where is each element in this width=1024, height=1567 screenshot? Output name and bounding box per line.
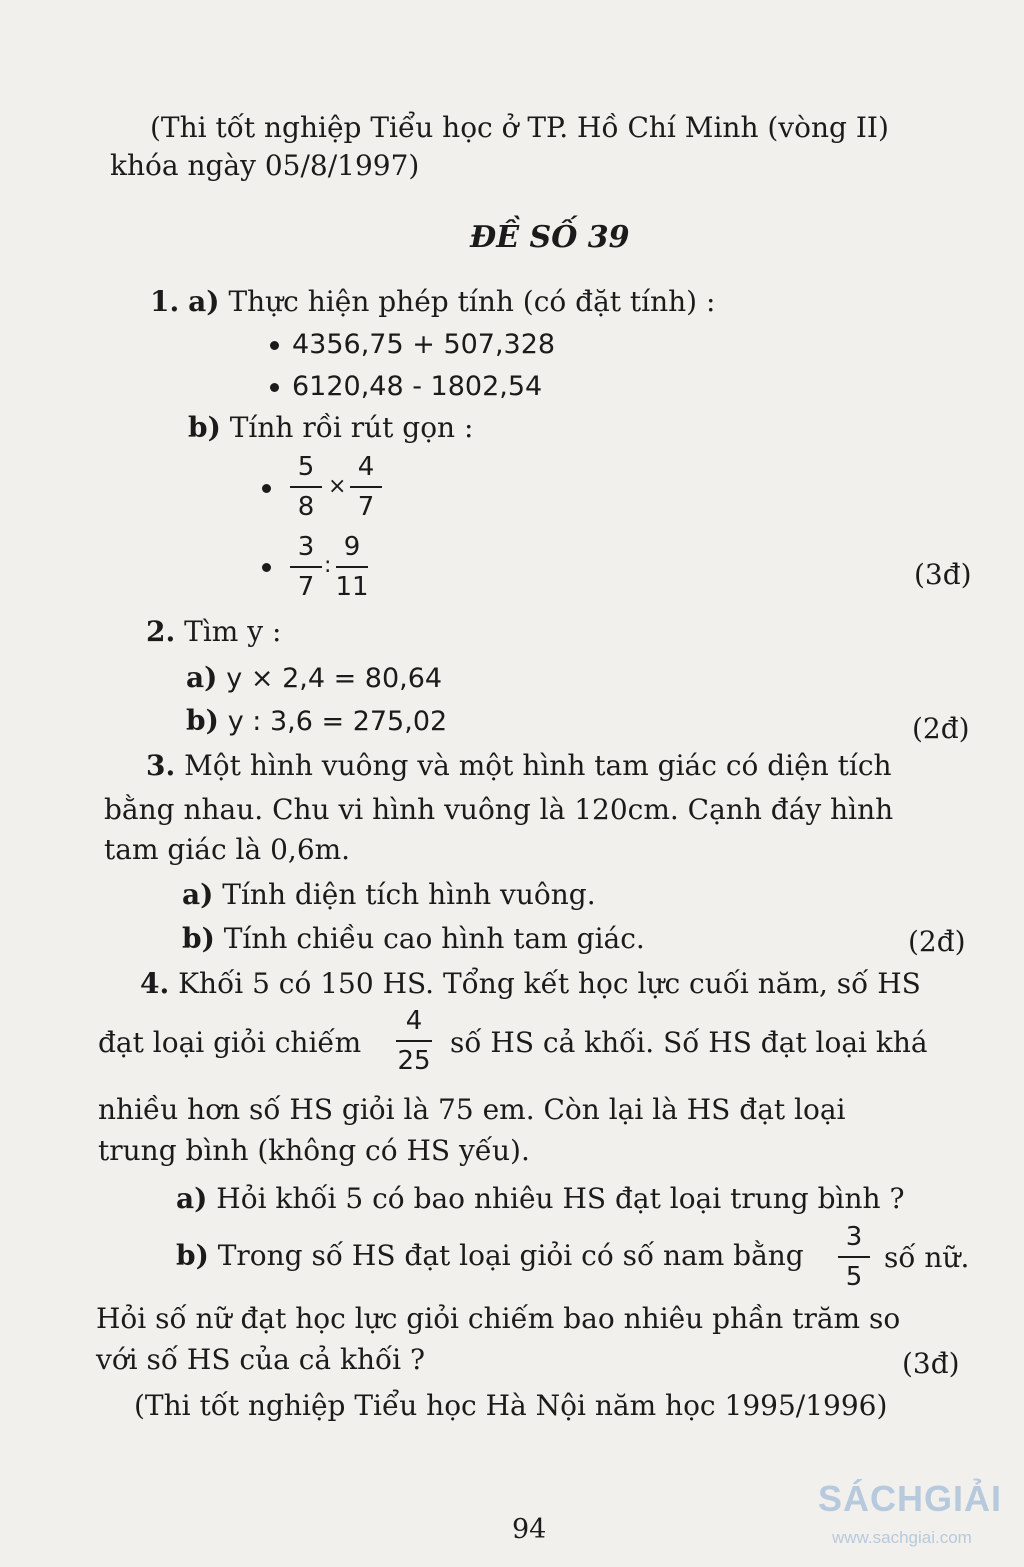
- watermark-url: www.sachgiai.com: [832, 1528, 972, 1547]
- q3-a-line: [182, 877, 596, 913]
- bullet-icon: [262, 563, 271, 572]
- q4-label: 4.: [140, 967, 170, 1000]
- q4-b-text: Trong số HS đạt loại giỏi có số nam bằng: [217, 1239, 804, 1272]
- q4-points: (3đ): [902, 1347, 960, 1380]
- q3-line-1: [146, 748, 892, 784]
- q1-b-text: Tính rồi rút gọn :: [229, 411, 474, 444]
- q4-b-line: [176, 1238, 804, 1274]
- q1-b-label: b): [188, 411, 221, 444]
- q1-a-text: Thực hiện phép tính (có đặt tính) :: [228, 285, 716, 318]
- q4-a-line: [176, 1181, 904, 1217]
- fraction-4-7: 4 7: [346, 450, 386, 524]
- q4-line-1: [140, 966, 921, 1002]
- bullet-icon: [262, 484, 271, 493]
- q1-label: 1.: [150, 285, 180, 318]
- q4-line-1-text: Khối 5 có 150 HS. Tổng kết học lực cuối năm, số HS: [178, 967, 921, 1000]
- watermark-logo: [818, 1478, 1018, 1558]
- q4-line-6: với số HS của cả khối ?: [96, 1343, 426, 1376]
- q3-line-3: tam giác là 0,6m.: [104, 833, 351, 866]
- page-title: ĐỀ SỐ 39: [470, 220, 630, 255]
- page-number: 94: [512, 1514, 547, 1545]
- q3-b-text: Tính chiều cao hình tam giác.: [223, 922, 645, 955]
- source-note: (Thi tốt nghiệp Tiểu học Hà Nội năm học 1995/1996): [134, 1389, 888, 1422]
- fraction-9-11: 9 11: [335, 532, 369, 602]
- q2-a-label: a): [186, 661, 218, 694]
- q2-b-text: y : 3,6 = 275,02: [227, 706, 448, 737]
- q4-line-5: Hỏi số nữ đạt học lực giỏi chiếm bao nhiêu phần trăm so: [96, 1302, 901, 1335]
- q4-line-2a: đạt loại giỏi chiếm: [98, 1026, 362, 1059]
- q2-line: [146, 614, 281, 650]
- q2-a-line: [186, 660, 442, 697]
- watermark-brand: SÁCHGIẢI: [818, 1478, 1003, 1519]
- q4-line-2b: số HS cả khối. Số HS đạt loại khá: [450, 1026, 928, 1059]
- q3-label: 3.: [146, 749, 176, 782]
- q1-a-label: a): [188, 285, 220, 318]
- fraction-5-8: 5 8: [286, 450, 326, 524]
- q3-points: (2đ): [908, 925, 966, 958]
- q2-points: (2đ): [912, 712, 970, 745]
- q4-b-text-2: số nữ.: [884, 1241, 970, 1274]
- q1-points: (3đ): [914, 558, 972, 591]
- q2-text: Tìm y :: [184, 615, 282, 648]
- bullet-icon: [270, 341, 279, 350]
- q4-a-label: a): [176, 1182, 208, 1215]
- q4-b-label: b): [176, 1239, 209, 1272]
- q2-b-label: b): [186, 704, 219, 737]
- q4-line-4: trung bình (không có HS yếu).: [98, 1134, 530, 1167]
- multiply-sign: ×: [328, 474, 347, 499]
- q3-a-text: Tính diện tích hình vuông.: [222, 878, 596, 911]
- q2-a-text: y × 2,4 = 80,64: [226, 663, 443, 694]
- bullet-icon: [270, 383, 279, 392]
- q4-a-text: Hỏi khối 5 có bao nhiêu HS đạt loại trung bình ?: [216, 1182, 905, 1215]
- divide-sign: :: [324, 553, 332, 578]
- q3-b-line: [182, 921, 645, 957]
- q1-calc-2: 6120,48 - 1802,54: [292, 371, 543, 402]
- intro-line-1: (Thi tốt nghiệp Tiểu học ở TP. Hồ Chí Minh (vòng II): [150, 111, 889, 144]
- q2-label: 2.: [146, 615, 176, 648]
- intro-line-2: khóa ngày 05/8/1997): [110, 149, 420, 182]
- q3-line-2: bằng nhau. Chu vi hình vuông là 120cm. Cạnh đáy hình: [104, 793, 894, 826]
- q3-line-1-text: Một hình vuông và một hình tam giác có diện tích: [184, 749, 892, 782]
- q3-b-label: b): [182, 922, 215, 955]
- q1-line-a: [150, 284, 715, 320]
- q3-a-label: a): [182, 878, 214, 911]
- fraction-3-7: 3 7: [286, 530, 326, 604]
- q4-line-3: nhiều hơn số HS giỏi là 75 em. Còn lại là HS đạt loại: [98, 1093, 846, 1126]
- fraction-4-25: 4 25: [397, 1006, 431, 1076]
- q1-calc-1: 4356,75 + 507,328: [292, 329, 556, 360]
- q2-b-line: [186, 703, 447, 740]
- fraction-3-5: 3 5: [834, 1220, 874, 1294]
- q1-line-b: [188, 410, 473, 446]
